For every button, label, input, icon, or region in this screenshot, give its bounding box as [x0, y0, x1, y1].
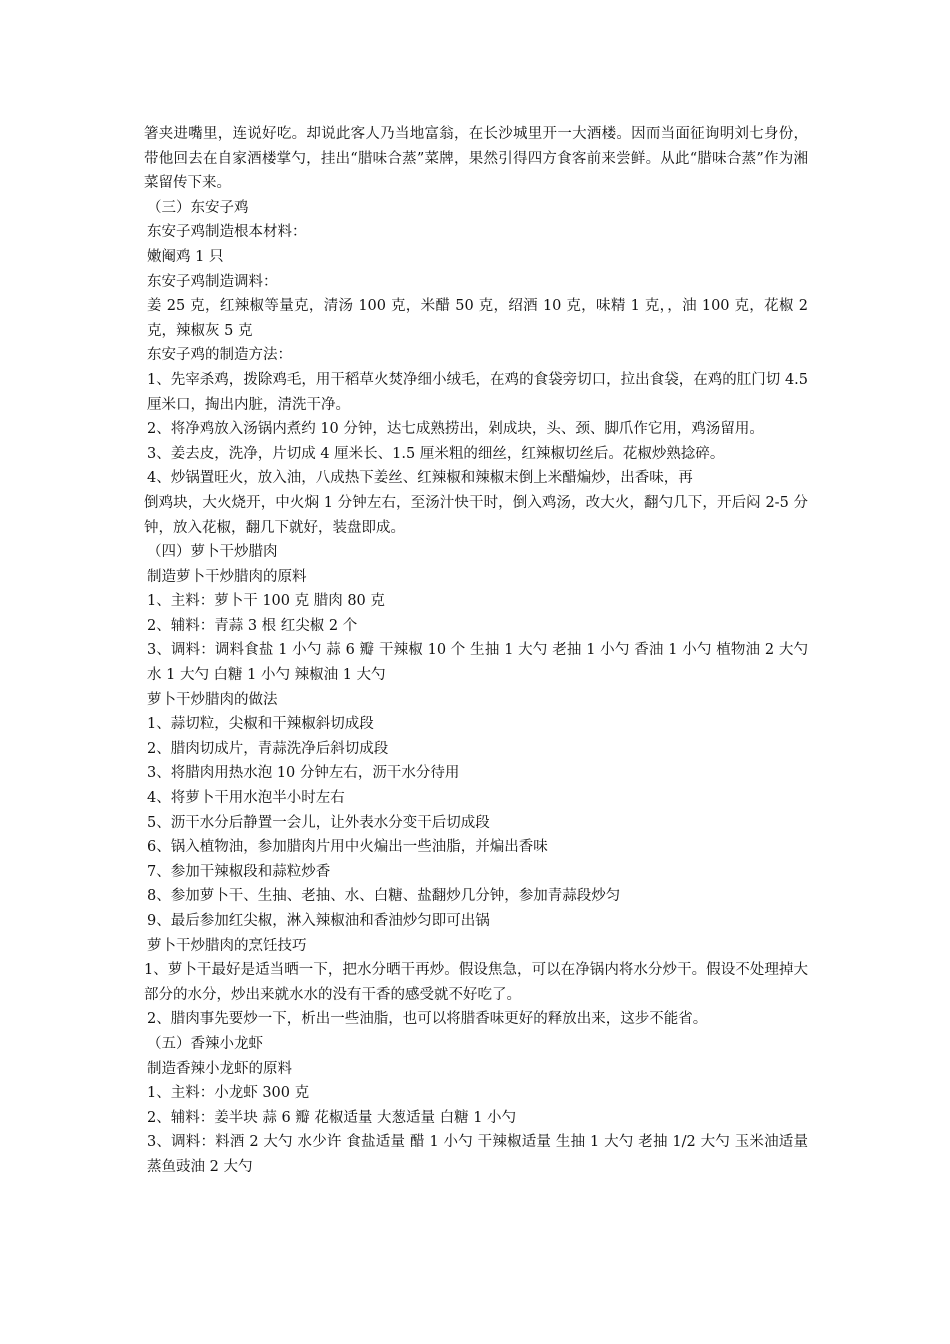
subheading-method: 东安子鸡的制造方法：: [147, 347, 292, 364]
tip-item: 2、腊肉事先要炒一下，析出一些油脂，也可以将腊香味更好的释放出来，这步不能省。: [147, 1011, 708, 1028]
subheading-seasonings: 东安子鸡制造调料：: [147, 273, 278, 290]
step-item: 8、参加萝卜干、生抽、老抽、水、白糖、盐翻炒几分钟，参加青蒜段炒匀: [147, 888, 621, 905]
ingredient-line: 2、辅料：青蒜 3 根 红尖椒 2 个: [147, 617, 358, 634]
step-item: 7、参加干辣椒段和蒜粒炒香: [147, 863, 331, 880]
step-item: 1、蒜切粒，尖椒和干辣椒斜切成段: [147, 716, 374, 733]
step-item: 4、将萝卜干用水泡半小时左右: [147, 790, 345, 807]
step-item: 3、将腊肉用热水泡 10 分钟左右，沥干水分待用: [147, 765, 460, 782]
step-item: 3、姜去皮，洗净，片切成 4 厘米长、1.5 厘米粗的细丝，红辣椒切丝后。花椒炒熟捻碎。: [147, 445, 725, 462]
section-heading-radish-bacon: （四）萝卜干炒腊肉: [147, 544, 278, 561]
step-item: 2、将净鸡放入汤锅内煮约 10 分钟，达七成熟捞出，剁成块，头、颈、脚爪作它用，鸡汤留用。: [147, 421, 764, 438]
step-item: 5、沥干水分后静置一会儿，让外表水分变干后切成段: [147, 814, 490, 831]
ingredient-line: 嫩阉鸡 1 只: [147, 248, 224, 265]
document-body: [144, 122, 808, 1180]
subheading-method: 萝卜干炒腊肉的做法: [147, 691, 278, 708]
subheading-tips: 萝卜干炒腊肉的烹饪技巧: [147, 937, 307, 954]
step-item-continued: 倒鸡块，大火烧开，中火焖 1 分钟左右，至汤汁快干时，倒入鸡汤，改大火，翻勺几下，开后闷 2-5 分钟，放入花椒，翻几下就好，装盘即成。: [144, 494, 808, 536]
ingredient-line: 1、主料：小龙虾 300 克: [147, 1085, 310, 1102]
step-item: 6、锅入植物油，参加腊肉片用中火煸出一些油脂，并煸出香味: [147, 839, 548, 856]
step-item: 2、腊肉切成片，青蒜洗净后斜切成段: [147, 740, 389, 757]
paragraph-story-end: 箸夹进嘴里，连说好吃。却说此客人乃当地富翁，在长沙城里开一大酒楼。因而当面征询明刘七身份，带他回去在自家酒楼掌勺，挂出“腊味合蒸”菜牌，果然引得四方食客前来尝鲜。从此“腊味合蒸”作为湘菜留传下来。: [144, 126, 808, 192]
ingredient-line: 2、辅料：姜半块 蒜 6 瓣 花椒适量 大葱适量 白糖 1 小勺: [147, 1109, 517, 1126]
subheading-ingredients: 制造香辣小龙虾的原料: [147, 1060, 292, 1077]
ingredient-line: 3、调料：料酒 2 大勺 水少许 食盐适量 醋 1 小勺 干辣椒适量 生抽 1 大勺 老抽 1/2 大勺 玉米油适量 蒸鱼豉油 2 大勺: [147, 1134, 808, 1175]
subheading-basic-ingredients: 东安子鸡制造根本材料：: [147, 224, 307, 241]
section-heading-crayfish: （五）香辣小龙虾: [147, 1035, 263, 1052]
section-heading-dongan-chicken: （三）东安子鸡: [147, 199, 249, 216]
seasoning-line: 姜 25 克，红辣椒等量克，清汤 100 克，米醋 50 克，绍酒 10 克，味精 1 克，，油 100 克，花椒 2 克，辣椒灰 5 克: [147, 298, 808, 339]
ingredient-line: 1、主料：萝卜干 100 克 腊肉 80 克: [147, 593, 385, 610]
step-item: 1、先宰杀鸡，拨除鸡毛，用干稻草火焚净细小绒毛，在鸡的食袋旁切口，拉出食袋，在鸡的肛门切 4.5 厘米口，掏出内脏，清洗干净。: [147, 371, 808, 413]
subheading-ingredients: 制造萝卜干炒腊肉的原料: [147, 568, 307, 585]
step-item: 4、炒锅置旺火，放入油，八成热下姜丝、红辣椒和辣椒末倒上米醋煸炒，出香味，再: [147, 470, 693, 487]
tip-item: 1、萝卜干最好是适当晒一下，把水分晒干再炒。假设焦急，可以在净锅内将水分炒干。假设不处理掉大部分的水分，炒出来就水水的没有干香的感受就不好吃了。: [144, 962, 808, 1003]
step-item: 9、最后参加红尖椒，淋入辣椒油和香油炒匀即可出锅: [147, 913, 490, 929]
ingredient-line: 3、调料：调料食盐 1 小勺 蒜 6 瓣 干辣椒 10 个 生抽 1 大勺 老抽 1 小勺 香油 1 小勺 植物油 2 大勺 水 1 大勺 白糖 1 小勺 辣椒油 1 大勺: [147, 642, 808, 684]
